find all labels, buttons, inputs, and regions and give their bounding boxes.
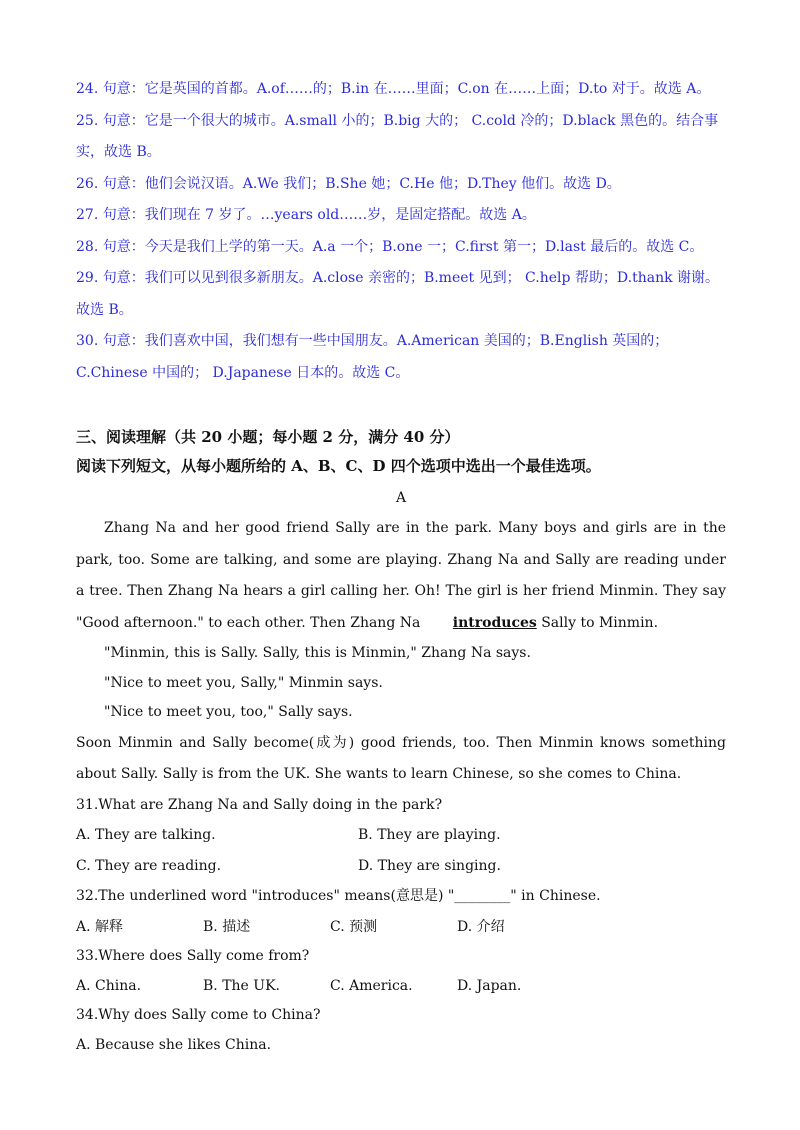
option-b: B. The UK. xyxy=(203,978,280,994)
question-34 xyxy=(76,1001,726,1060)
question-32 xyxy=(76,882,726,942)
passage-label: A xyxy=(395,490,407,506)
answer-explanations xyxy=(76,74,726,389)
option-a: A. 解释 xyxy=(76,918,124,935)
option-d: D. They are singing. xyxy=(358,858,501,874)
option-a: A. They are talking. xyxy=(76,827,216,843)
question-stem: 33.Where does Sally come from? xyxy=(76,947,310,964)
passage-paragraph-1 xyxy=(76,513,726,639)
document-page xyxy=(76,74,726,1060)
answer-29: 29. 句意：我们可以见到很多新朋友。A.close 亲密的；B.meet 见到； C.help 帮助；D.thank 谢谢。故选 B。 xyxy=(76,270,720,318)
question-31 xyxy=(76,791,726,883)
options-row xyxy=(76,971,726,1001)
answer-30: 30. 句意：我们喜欢中国，我们想有一些中国朋友。A.American 美国的；B.English 英国的；C.Chinese 中国的； D.Japanese 日本的。故选 C。 xyxy=(76,333,669,381)
dialog-line-1: "Minmin, this is Sally. Sally, this is Minmin," Zhang Na says. xyxy=(104,645,531,661)
passage-paragraph-2: Soon Minmin and Sally become(成为) good friends, too. Then Minmin knows something about Sally. Sally is from the UK. She wants to learn Chinese, so she comes to China. xyxy=(76,734,726,782)
dialog-line-3: "Nice to meet you, too," Sally says. xyxy=(104,704,353,720)
answer-27: 27. 句意：我们现在 7 岁了。…years old……岁，是固定搭配。故选 A。 xyxy=(76,207,536,223)
option-c: C. 预测 xyxy=(330,918,378,935)
section-instruction: 阅读下列短文，从每小题所给的 A、B、C、D 四个选项中选出一个最佳选项。 xyxy=(76,457,601,475)
question-33 xyxy=(76,942,726,1002)
option-a: A. China. xyxy=(76,978,142,994)
question-stem: 34.Why does Sally come to China? xyxy=(76,1007,321,1023)
passage-paragraph-1-start: Zhang Na and her good friend Sally are in the park. Many boys and girls are in the park, too. Some are talking, and some are playing. Zhang Na and Sally are reading under a tree. Then Zhang Na hears a girl calling her. Oh! The girl is her friend Minmin. They say "Good afternoon." to each other. Then Zhang Na xyxy=(76,520,726,631)
option-b: B. They are playing. xyxy=(358,827,501,843)
option-a: A. Because she likes China. xyxy=(76,1036,272,1053)
options-row xyxy=(76,820,726,851)
options-row xyxy=(76,851,726,882)
question-stem: 32.The underlined word "introduces" means(意思是) "________" in Chinese. xyxy=(76,888,601,904)
option-b: B. 描述 xyxy=(203,918,251,935)
answer-25: 25. 句意：它是一个很大的城市。A.small 小的；B.big 大的； C.cold 冷的；D.black 黑色的。结合事实，故选 B。 xyxy=(76,112,719,160)
question-stem: 31.What are Zhang Na and Sally doing in the park? xyxy=(76,796,443,813)
options-row xyxy=(76,912,726,942)
option-c: C. America. xyxy=(330,978,413,994)
option-d: D. Japan. xyxy=(457,978,522,994)
section-title: 三、阅读理解（共 20 小题；每小题 2 分，满分 40 分） xyxy=(76,428,460,446)
option-d: D. 介绍 xyxy=(457,918,505,935)
dialog-line-2: "Nice to meet you, Sally," Minmin says. xyxy=(104,674,383,691)
answer-26: 26. 句意：他们会说汉语。A.We 我们；B.She 她；C.He 他；D.They 他们。故选 D。 xyxy=(76,175,621,192)
underlined-word: introduces xyxy=(452,614,537,631)
answer-28: 28. 句意：今天是我们上学的第一天。A.a 一个；B.one 一；C.first 第一；D.last 最后的。故选 C。 xyxy=(76,238,704,255)
answer-24: 24. 句意：它是英国的首都。A.of……的；B.in 在……里面；C.on 在……上面；D.to 对于。故选 A。 xyxy=(76,81,711,97)
passage-paragraph-1-end: Sally to Minmin. xyxy=(536,614,659,631)
option-c: C. They are reading. xyxy=(76,858,222,874)
